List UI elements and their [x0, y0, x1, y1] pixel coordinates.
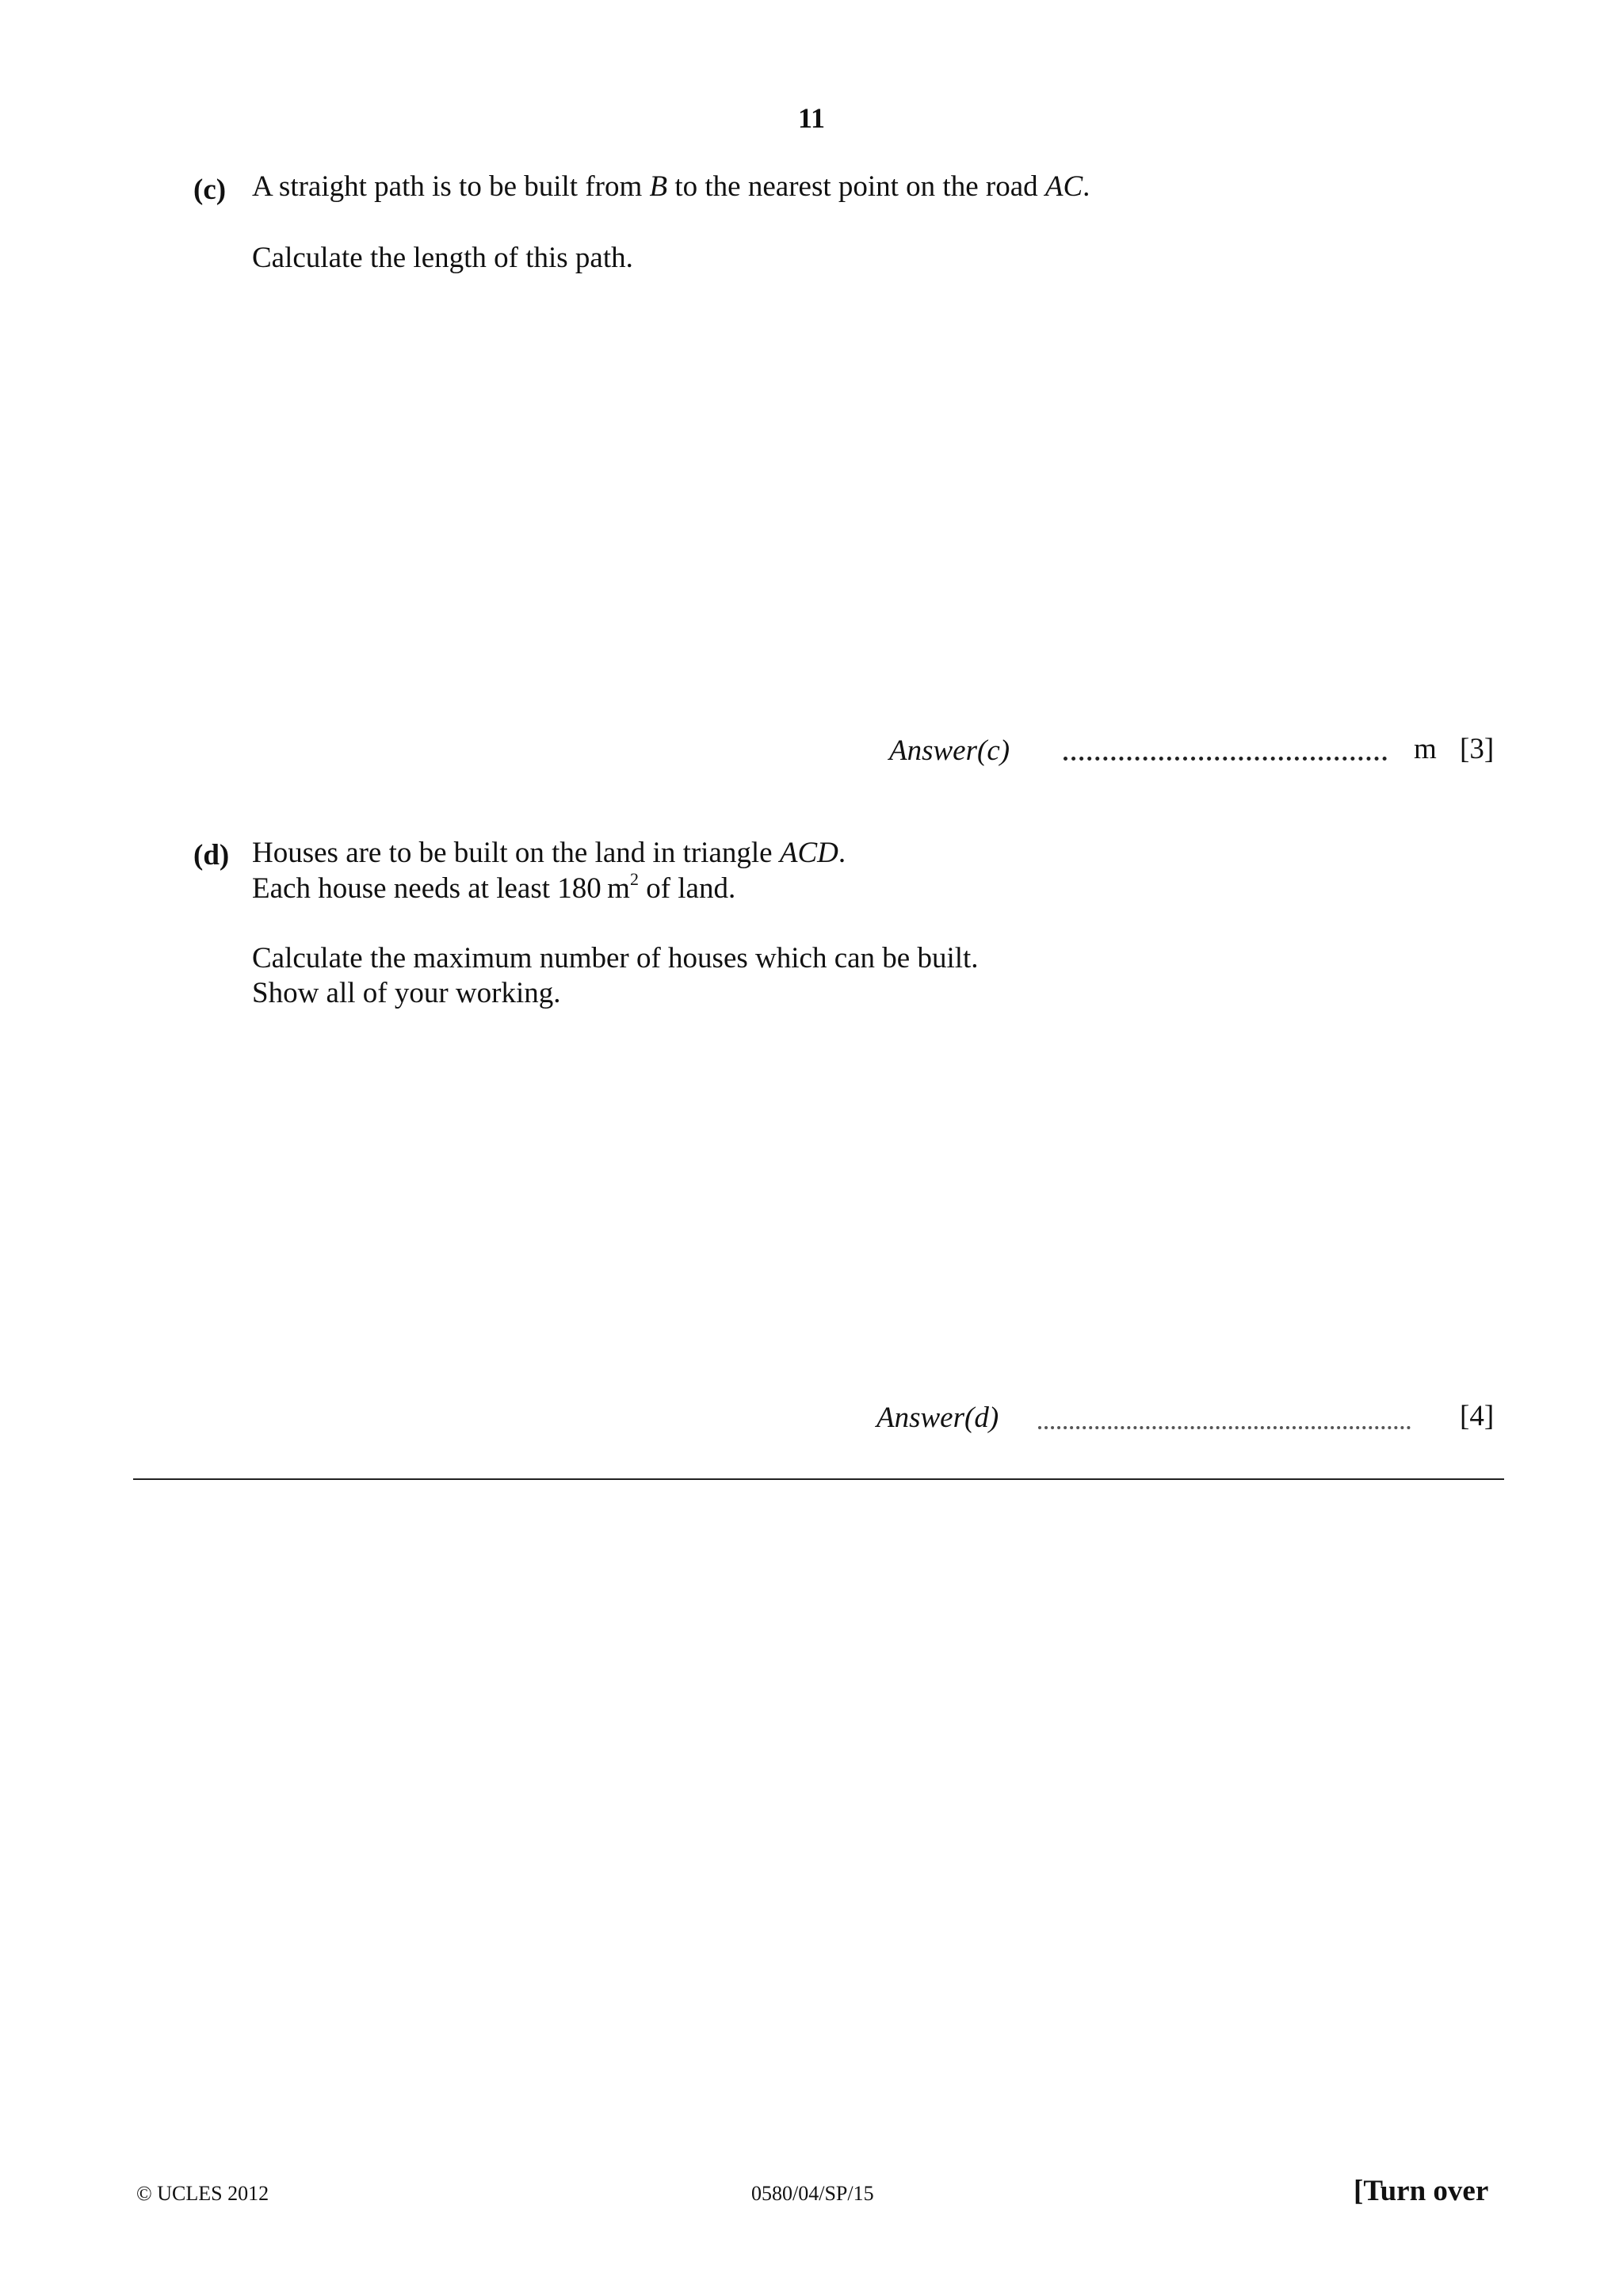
page-number: 11 [797, 102, 825, 134]
part-c-label: (c) [193, 174, 227, 206]
part-c-text-b: to the nearest point on the road [667, 170, 1045, 203]
part-d-question-line2 [252, 871, 735, 906]
footer-copyright: © UCLES 2012 [136, 2182, 269, 2205]
part-d-area-text: Each house needs at least 180 m [252, 872, 630, 905]
answer-c-label: Answer(c) [889, 734, 1010, 767]
part-d-question-line4: Show all of your working. [252, 977, 561, 1009]
part-c-question-line2: Calculate the length of this path. [252, 242, 633, 274]
point-b: B [649, 170, 668, 203]
footer-paper-code: 0580/04/SP/15 [751, 2182, 874, 2205]
answer-c-marks: [3] [1460, 733, 1495, 765]
turn-over-label: [Turn over [1354, 2175, 1489, 2207]
squared-superscript: 2 [629, 869, 639, 889]
answer-d-marks: [4] [1460, 1400, 1495, 1432]
part-d-text-b: . [838, 837, 846, 869]
answer-d-field[interactable] [1038, 1426, 1411, 1429]
part-c-text-c: . [1083, 170, 1090, 203]
answer-c-field[interactable] [1064, 757, 1387, 761]
road-ac: AC [1044, 170, 1083, 203]
part-c-question-line1 [252, 170, 1090, 204]
part-d-area-text-end: of land. [638, 872, 736, 905]
part-c-text-a: A straight path is to be built from [252, 170, 650, 203]
section-divider [133, 1478, 1504, 1480]
part-d-text-a: Houses are to be built on the land in triangle [252, 837, 780, 869]
triangle-acd: ACD [779, 837, 838, 869]
answer-c-unit: m [1414, 733, 1437, 765]
part-d-label: (d) [193, 839, 230, 871]
answer-d-label: Answer(d) [876, 1402, 999, 1434]
part-d-question-line3: Calculate the maximum number of houses which can be built. [252, 942, 979, 974]
part-d-question-line1 [252, 836, 846, 871]
